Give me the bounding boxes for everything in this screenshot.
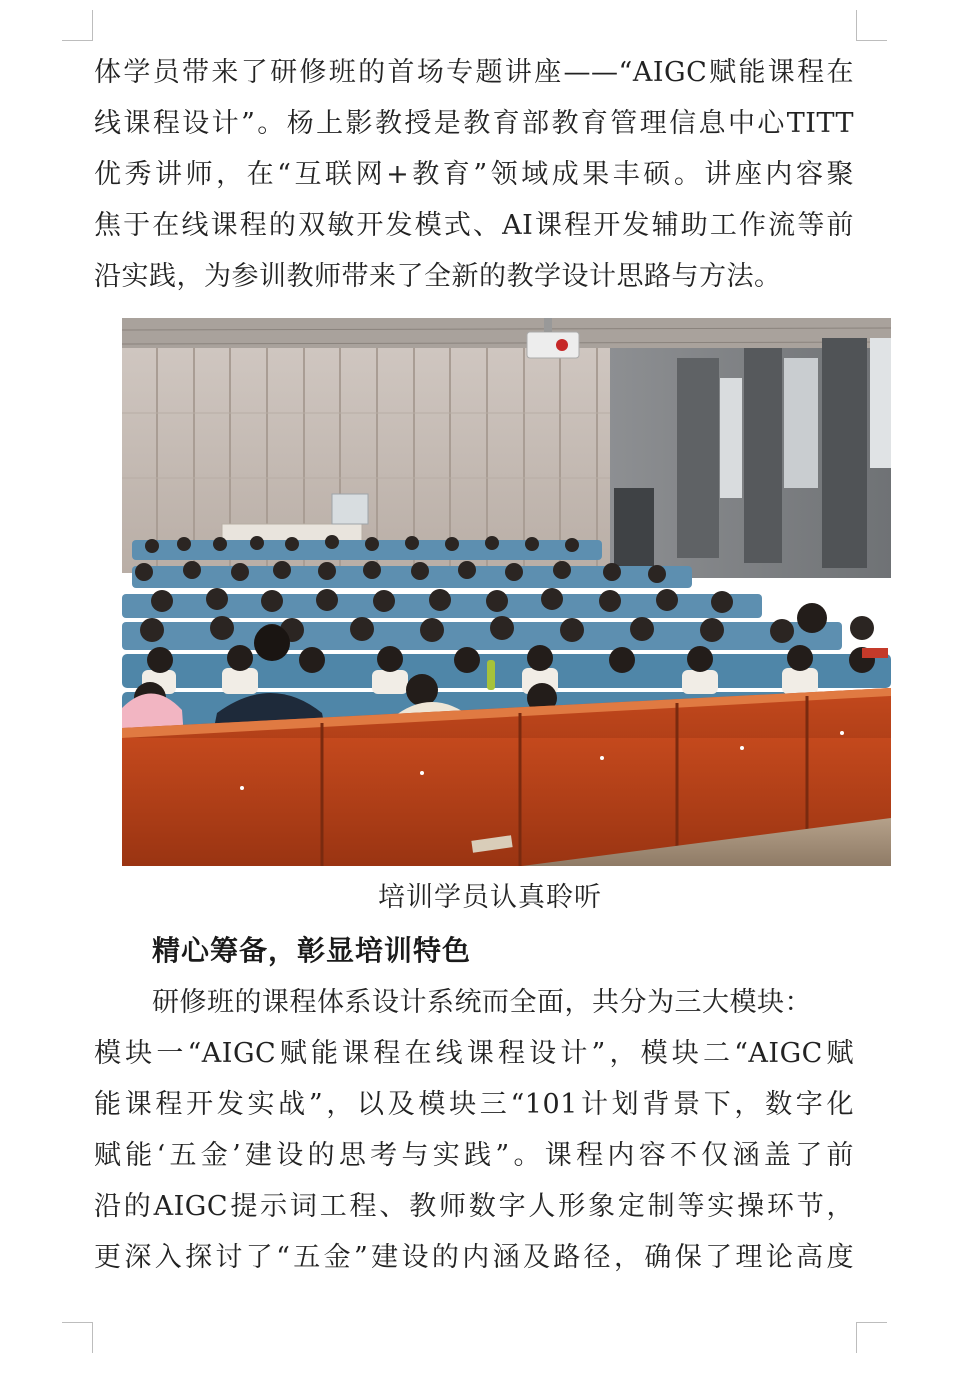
name-plate (862, 648, 888, 658)
section-heading: 精心筹备，彰显培训特色 (152, 934, 472, 967)
paragraph-line: 模块一“AIGC赋能课程在线课程设计”，模块二“AIGC赋 (94, 1038, 854, 1069)
projector (527, 332, 579, 358)
paragraph-line: 研修班的课程体系设计系统而全面，共分为三大模块： (152, 987, 812, 1018)
paragraph-line: 沿的AIGC提示词工程、教师数字人形象定制等实操环节， (94, 1191, 854, 1222)
lecture-hall-photo (122, 318, 891, 866)
paragraph-line: 体学员带来了研修班的首场专题讲座——“AIGC赋能课程在 (94, 57, 854, 88)
section-paragraph (94, 977, 854, 1283)
paragraph-line: 赋能‘五金’建设的思考与实践”。课程内容不仅涵盖了前 (94, 1140, 854, 1171)
crop-mark-bottom-right (856, 1322, 887, 1353)
crop-mark-bottom-left (62, 1322, 93, 1353)
intro-paragraph (94, 47, 854, 302)
paragraph-line: 优秀讲师，在“互联网+教育”领域成果丰硕。讲座内容聚 (94, 159, 854, 190)
crop-mark-top-left (62, 10, 93, 41)
paragraph-line: 能课程开发实战”，以及模块三“101计划背景下，数字化 (94, 1089, 854, 1120)
paragraph-line: 焦于在线课程的双敏开发模式、AI课程开发辅助工作流等前 (94, 210, 854, 241)
paragraph-line: 沿实践，为参训教师带来了全新的教学设计思路与方法。 (94, 261, 782, 292)
photo-caption: 培训学员认真聆听 (378, 882, 602, 913)
paragraph-line: 更深入探讨了“五金”建设的内涵及路径，确保了理论高度 (94, 1242, 854, 1273)
paragraph-line: 线课程设计”。杨上影教授是教育部教育管理信息中心TITT (94, 108, 854, 139)
crop-mark-top-right (856, 10, 887, 41)
